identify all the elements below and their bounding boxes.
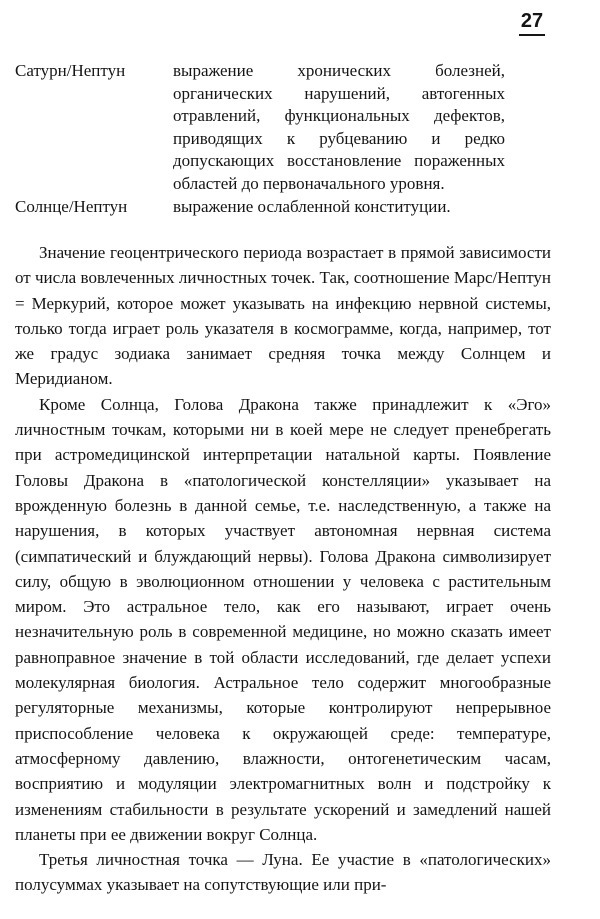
definition-row-sun-neptune bbox=[15, 196, 551, 219]
paragraph: Третья личностная точка — Луна. Ее участие в «патологических» полусуммах указывает на сопутствующие или при- bbox=[15, 850, 551, 895]
paragraph: Кроме Солнца, Голова Дракона также принадлежит к «Эго» личностным точкам, которыми ни в коей мере не следует пренебрегать при астромедицинской интерпретации натальной карты. Появление Головы Дракона в «патологической констелляции» указывает на врожденную болезнь в данной семье, т.е. наследственную, а также на нарушения, в которых участвует автономная нервная система (симпатический и блуждающий нервы). Голова Дракона символизирует силу, общую в эволюционном отношении у человека с растительным миром. Это астральное тело, как его называют, играет очень незначительную роль в современной медицине, но можно сказать имеет равноправное значение в той области исследований, где делает успехи молекулярная биология. Астральное тело содержит многообразные регуляторные механизмы, которые контролируют непрерывное приспособление человека к окружающей среде: температуре, атмосферному давлению, влажности, онтогенетическим часам, восприятию и модуляции электромагнитных волн и подстройку к изменениям стабильности в результате ускорений и замедлений нашей планеты при ее движении вокруг Солнца. bbox=[15, 394, 551, 844]
paragraph: Значение геоцентрического периода возрастает в прямой зависимости от числа вовлеченных личностных точек. Так, соотношение Марс/Нептун = Меркурий, которое может указывать на инфекцию нервной системы, только тогда играет роль указателя в космограмме, когда, например, тот же градус зодиака занимает средняя точка между Солнцем и Меридианом. bbox=[15, 243, 551, 389]
definitions-list bbox=[15, 60, 551, 218]
definition-row-saturn-neptune bbox=[15, 60, 551, 196]
page-number: 27 bbox=[519, 10, 545, 36]
body-text bbox=[15, 240, 551, 898]
definition-term: Солнце/Нептун bbox=[15, 196, 128, 216]
definition-term: Сатурн/Нептун bbox=[15, 61, 126, 80]
definition-text: выражение хронических болезней, органических нарушений, автогенных отравлений, функциональных дефектов, приводящих к рубцеванию и редко допускающих восстановление пораженных областей до первоначального уровня. bbox=[173, 61, 505, 193]
definition-text: выражение ослабленной конституции. bbox=[173, 196, 451, 216]
